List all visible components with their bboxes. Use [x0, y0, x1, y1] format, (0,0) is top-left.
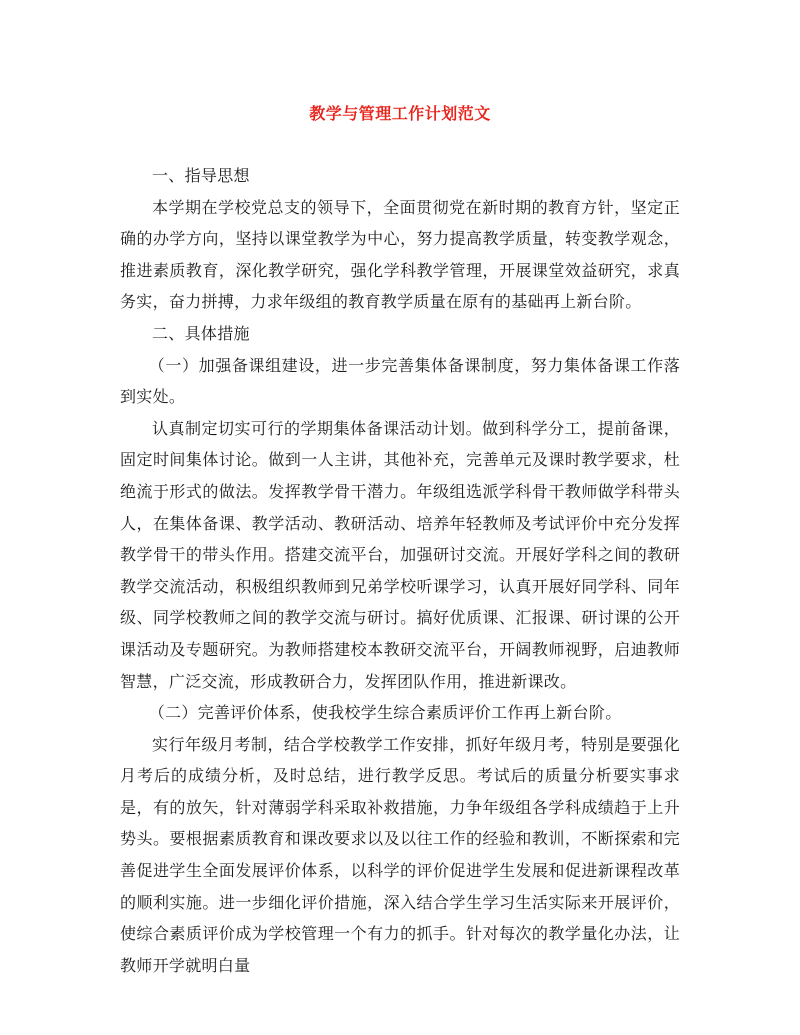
subheading-evaluation-system: （二）完善评价体系，使我校学生综合素质评价工作再上新台阶。 — [148, 703, 622, 723]
subheading-lesson-prep: （一）加强备课组建设，进一步完善集体备课制度，努力集体备课工作落到实处。 — [120, 355, 680, 407]
section-heading-specific-measures: 二、具体措施 — [152, 323, 250, 343]
paragraph-evaluation-system: 实行年级月考制，结合学校教学工作安排，抓好年级月考，特别是要强化月考后的成绩分析，及时总结，进行教学反思。考试后的质量分析要实事求是，有的放矢，针对薄弱学科采取补救措施，力争年级组各学科成绩趋于上升势头。要根据素质教育和课改要求以及以往工作的经验和教训，不断探索和完善促进学生全面发展评价体系，以科学的评价促进学生发展和促进新课程改革的顺利实施。进一步细化评价措施，深入结合学生学习生活实际来开展评价，使综合素质评价成为学校管理一个有力的抓手。针对每次的教学量化办法，让教师开学就明白量 — [120, 734, 680, 975]
document-body — [120, 160, 680, 981]
paragraph-guiding-ideology: 本学期在学校党总支的领导下，全面贯彻党在新时期的教育方针，坚定正确的办学方向，坚持以课堂教学为中心，努力提高教学质量，转变教学观念，推进素质教育，深化教学研究，强化学科教学管理，开展课堂效益研究，求真务实，奋力拼搏，力求年级组的教育教学质量在原有的基础再上新台阶。 — [120, 197, 680, 312]
section-heading-guiding-ideology: 一、指导思想 — [152, 166, 250, 185]
paragraph-lesson-prep: 认真制定切实可行的学期集体备课活动计划。做到科学分工，提前备课，固定时间集体讨论。做到一人主讲，其他补充，完善单元及课时教学要求，杜绝流于形式的做法。发挥教学骨干潜力。年级组选派学科骨干教师做学科带头人，在集体备课、教学活动、教研活动、培养年轻教师及考试评价中充分发挥教学骨干的带头作用。搭建交流平台，加强研讨交流。开展好学科之间的教研教学交流活动，积极组织教师到兄弟学校听课学习，认真开展好同学科、同年级、同学校教师之间的教学交流与研讨。搞好优质课、汇报课、研讨课的公开课活动及专题研究。为教师搭建校本教研交流平台，开阔教师视野，启迪教师智慧，广泛交流，形成教研合力，发挥团队作用，推进新课改。 — [120, 418, 680, 691]
document-title: 教学与管理工作计划范文 — [309, 104, 491, 123]
